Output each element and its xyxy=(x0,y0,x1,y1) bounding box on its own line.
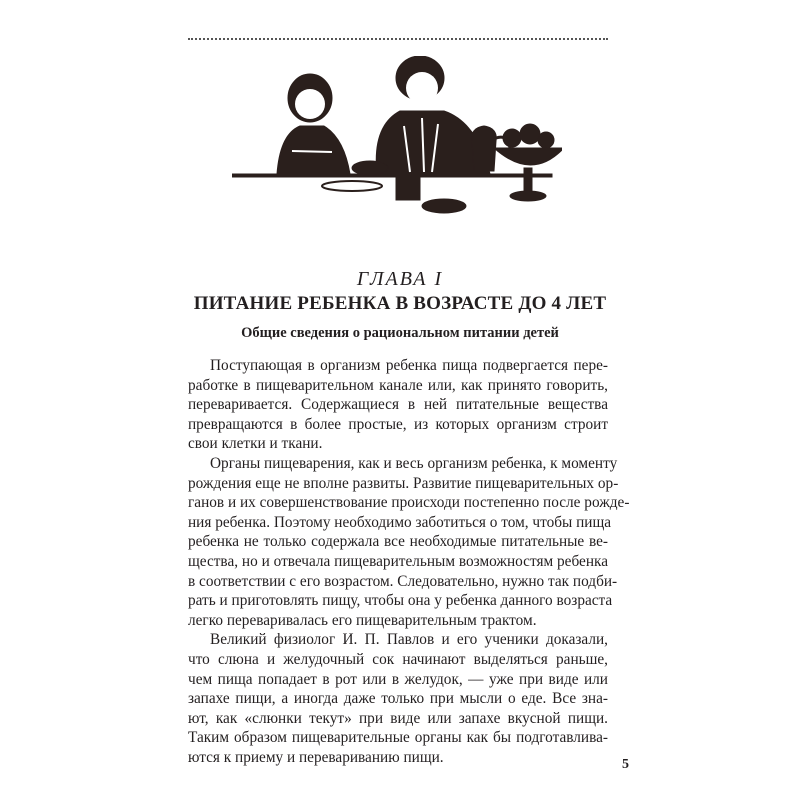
text-line: ганов и их совершенствование происходи постепенно после рожде- xyxy=(188,494,630,512)
text-line: чем пища попадает в рот или в желудок, — уже при виде или xyxy=(188,670,608,688)
chapter-label: ГЛАВА I xyxy=(356,268,444,290)
page-number: 5 xyxy=(622,757,629,772)
text-line: Таким образом пищеварительные органы как бы подготавлива- xyxy=(188,729,608,747)
text-line: Великий физиолог И. П. Павлов и его ученики доказали, xyxy=(210,631,608,649)
body-text xyxy=(188,356,630,767)
text-line: работке в пищеварительном канале или, как принято говорить, xyxy=(188,376,608,394)
mother-child-meal-illustration xyxy=(232,56,562,231)
text-line: свои клетки и ткани. xyxy=(188,435,323,453)
text-line: что слюна и желудочный сок начинают выделяться раньше, xyxy=(188,650,608,668)
text-line: рождения еще не вполне развиты. Развитие пищеварительных ор- xyxy=(188,474,619,492)
text-line: щества, но и отвечала пищеварительным возможностям ребенка xyxy=(188,552,608,570)
text-line: в соответствии с его возрастом. Следовательно, нужно так подби- xyxy=(188,572,618,590)
text-line: ния ребенка. Поэтому необходимо заботиться о том, чтобы пища xyxy=(188,513,612,531)
text-line: ют, как «слюнки текут» при виде или запахе вкусной пищи. xyxy=(188,709,608,727)
text-line: ребенка не только содержала все необходимые питательные ве- xyxy=(188,533,608,551)
text-line: запахе пищи, а иногда даже только при мысли о еде. Все зна- xyxy=(188,690,608,708)
text-line: легко переваривалась его пищеварительным трактом. xyxy=(188,611,537,629)
text-line: превращаются в более простые, из которых организм строит xyxy=(188,415,608,433)
text-line: переваривается. Содержащиеся в ней питательные вещества xyxy=(188,396,608,414)
section-title: Общие сведения о рациональном питании детей xyxy=(241,325,559,341)
chapter-title: ПИТАНИЕ РЕБЕНКА В ВОЗРАСТЕ ДО 4 ЛЕТ xyxy=(193,293,607,314)
text-line: рать и приготовлять пищу, чтобы она у ребенка данного возраста xyxy=(188,592,613,610)
text-line: Органы пищеварения, как и весь организм ребенка, к моменту xyxy=(210,454,618,472)
text-line: Поступающая в организм ребенка пища подвергается пере- xyxy=(210,357,608,374)
dotted-rule xyxy=(188,38,608,40)
text-line: ются к приему и перевариванию пищи. xyxy=(188,748,444,766)
